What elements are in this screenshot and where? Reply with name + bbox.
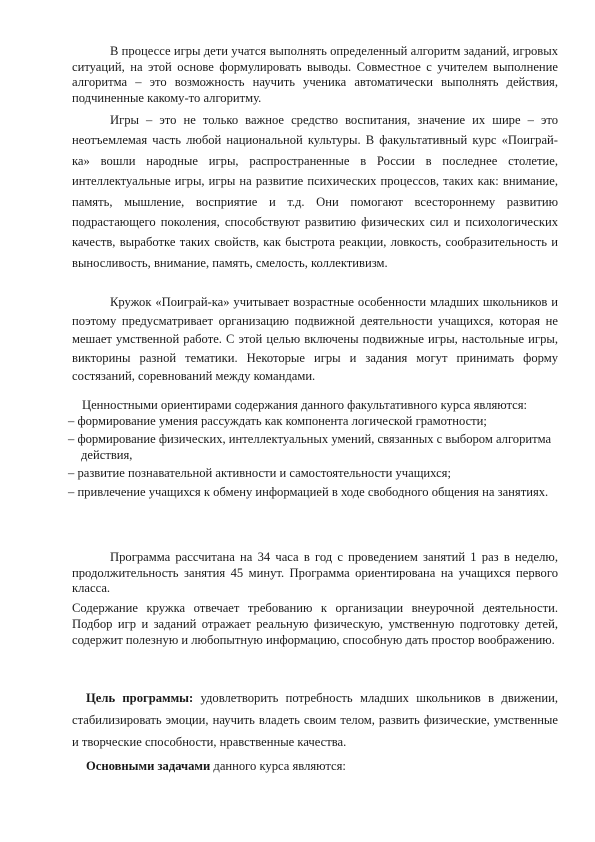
paragraph-program-goal — [72, 687, 558, 753]
list-item: – формирование умения рассуждать как компонента логической грамотности; — [68, 413, 487, 428]
goal-text: удовлетворить потребность младших школьников в движении, стабилизировать эмоции, научить владеть своим телом, развить физические, умственные и творческие способности, нравственные качества. — [72, 691, 558, 749]
paragraph-club-content: Содержание кружка отвечает требованию к организации внеурочной деятельности. Подбор игр и заданий отражает реальную физическую, умственную подготовку детей, содержит полезную и любопытную информацию, способную дать простор воображению. — [72, 601, 558, 647]
paragraph-games-culture: Игры – это не только важное средство воспитания, значение их шире – это неотъемлемая часть любой национальной культуры. В факультативный курс «Поиграй-ка» вошли народные игры, распространенные в России в последнее столетие, интеллектуальные игры, игры на развитие психических процессов, таких как: внимание, память, мышление, восприятие и т.д. Они помогают всестороннему развитию подрастающего поколения, способствуют развитию физических сил и психологических качеств, выработке таких свойств, как быстрота реакции, ловкость, сообразительность и выносливость, внимание, память, смелость, коллективизм. — [72, 113, 558, 270]
value-orientations-list — [68, 414, 560, 501]
paragraph-program-schedule: Программа рассчитана на 34 часа в год с проведением занятий 1 раз в неделю, продолжительность занятия 45 минут. Программа ориентирована на учащихся первого класса. — [72, 550, 558, 596]
list-item: – развитие познавательной активности и самостоятельности учащихся; — [68, 466, 451, 481]
tasks-text: данного курса являются: — [210, 759, 346, 773]
paragraph-game-algorithm: В процессе игры дети учатся выполнять определенный алгоритм заданий, игровых ситуаций, на этой основе формулировать выводы. Совместное с учителем выполнение алгоритма – это возможность научить ученика автоматически выполнять действия, подчиненные какому-то алгоритму. — [72, 44, 558, 105]
list-item: – формирование физических, интеллектуальных умений, связанных с выбором алгоритма действия, — [68, 432, 552, 462]
value-orientations-intro: Ценностными ориентирами содержания данного факультативного курса являются: — [82, 398, 528, 412]
paragraph-course-tasks — [72, 757, 558, 775]
goal-label: Цель программы: — [86, 691, 194, 705]
list-item: – привлечение учащихся к обмену информацией в ходе свободного общения на занятиях. — [68, 484, 549, 499]
value-orientations-section — [68, 398, 560, 504]
tasks-label: Основными задачами — [86, 759, 211, 773]
paragraph-club-description: Кружок «Поиграй-ка» учитывает возрастные особенности младших школьников и поэтому предусматривает организацию подвижной деятельности учащихся, которая не мешает умственной работе. С этой целью включены подвижные игры, настольные игры, викторины разной тематики. Некоторые игры и задания могут принимать форму состязаний, соревнований между командами. — [72, 295, 558, 384]
